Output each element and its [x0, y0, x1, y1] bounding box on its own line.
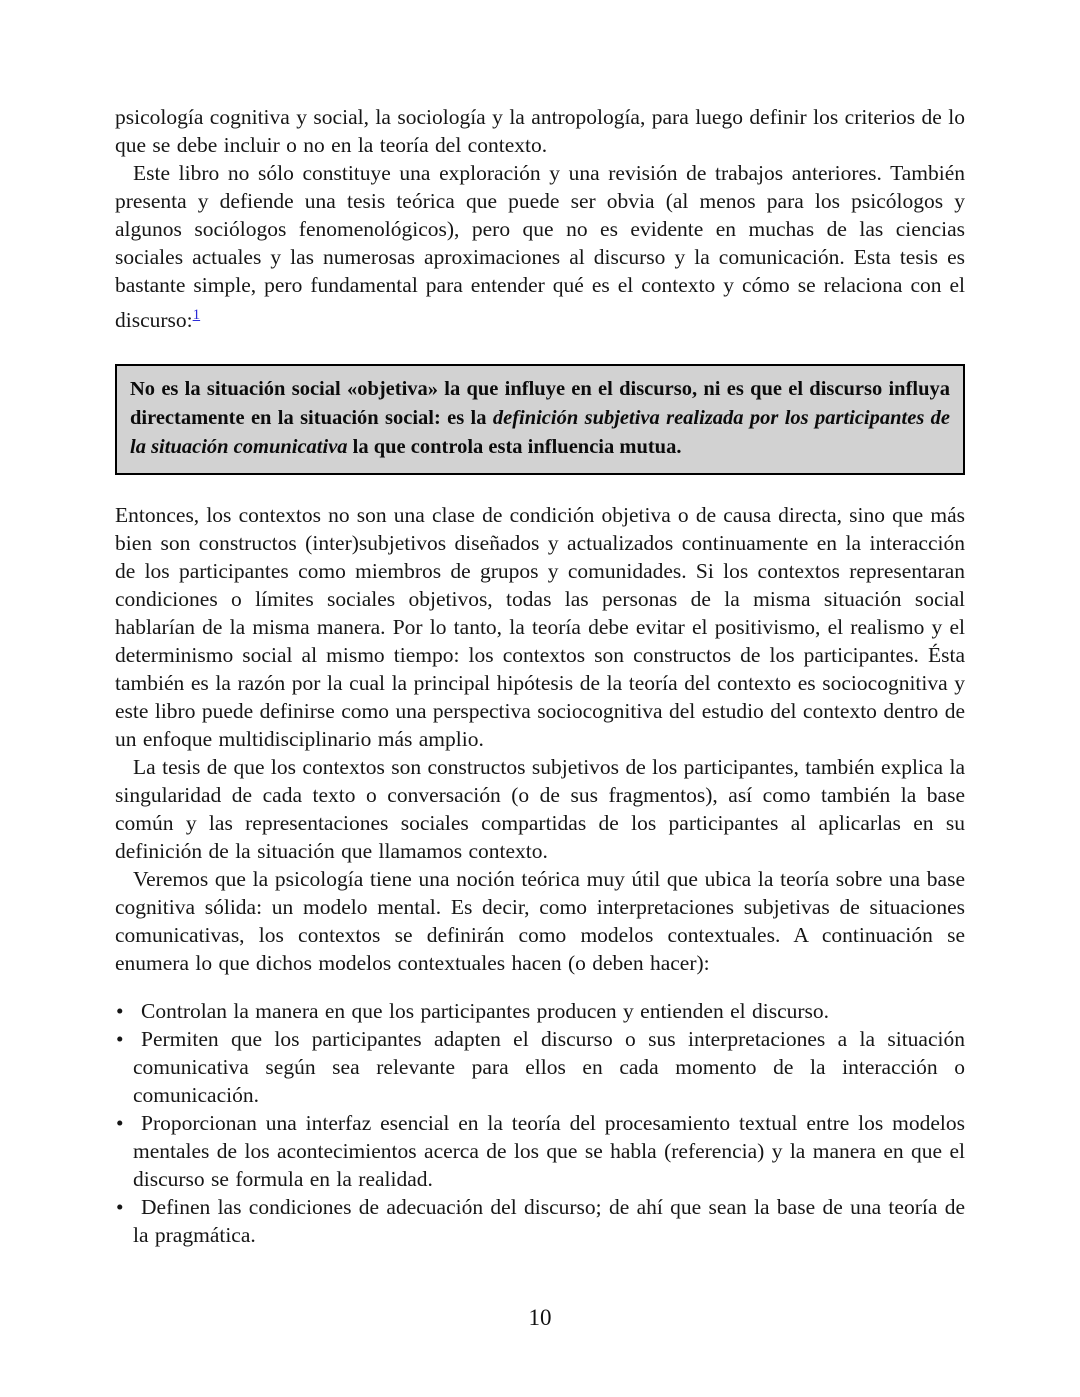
- list-item: [115, 1025, 965, 1109]
- footnote-link-1[interactable]: 1: [192, 307, 201, 323]
- bullet-icon: •: [116, 1111, 124, 1136]
- bullet-text: Definen las condiciones de adecuación del discurso; de ahí que sean la base de una teoría de la pragmática.: [133, 1195, 965, 1248]
- paragraph-contexts-constructs: Entonces, los contextos no son una clase de condición objetiva o de causa directa, sino que más bien son constructos (inter)subjetivos diseñados y actualizados continuamente en la interacción de los participantes como miembros de grupos y comunidades. Si los contextos representaran condiciones o límites sociales objetivos, todas las personas de la misma situación social hablarían de la misma manera. Por lo tanto, la teoría debe evitar el positivismo, el realismo y el determinismo social al mismo tiempo: los contextos son constructos de los participantes. Ésta también es la razón por la cual la principal hipótesis de la teoría del contexto es sociocognitiva y este libro puede definirse como una perspectiva sociocognitiva del estudio del contexto dentro de un enfoque multidisciplinario más amplio.: [115, 503, 965, 752]
- paragraph-thesis-intro-text: Este libro no sólo constituye una exploración y una revisión de trabajos anteriores. También presenta y defiende una tesis teórica que puede ser obvia (al menos para los psicólogos y algunos sociólogos fenomenológicos), pero que no es evidente en muchas de las ciencias sociales actuales y las numerosas aproximaciones al discurso y la comunicación. Esta tesis es bastante simple, pero fundamental para entender qué es el contexto y cómo se relaciona con el discurso:: [115, 161, 965, 333]
- bullet-text: Permiten que los participantes adapten el discurso o sus interpretaciones a la situación comunicativa según sea relevante para ellos en cada momento de la interacción o comunicación.: [133, 1027, 965, 1108]
- page-number: 10: [528, 1305, 552, 1330]
- bullet-text: Proporcionan una interfaz esencial en la teoría del procesamiento textual entre los modelos mentales de los acontecimientos acerca de los que se habla (referencia) y la manera en que el discurso se formula en la realidad.: [133, 1111, 965, 1192]
- quote-box-text-start: No es la situación social «objetiva» la que influye en el discurso, ni es que el discurso influya directamente en la situación social: es la: [130, 378, 950, 430]
- thesis-quote-box: [115, 364, 965, 475]
- bullet-text: Controlan la manera en que los participantes producen y entienden el discurso.: [141, 999, 830, 1024]
- list-item: [115, 1109, 965, 1193]
- paragraph-continuation: psicología cognitiva y social, la sociología y la antropología, para luego definir los criterios de lo que se debe incluir o no en la teoría del contexto.: [115, 105, 965, 157]
- paragraph-thesis-intro: [115, 159, 965, 334]
- paragraph-thesis-explains: La tesis de que los contextos son constructos subjetivos de los participantes, también explica la singularidad de cada texto o conversación (o de sus fragmentos), así como también la base común y las representaciones sociales compartidas de los participantes al aplicarlas en su definición de la situación que llamamos contexto.: [115, 755, 965, 864]
- list-item: [115, 997, 965, 1025]
- footnote-superscript: [193, 303, 201, 323]
- bullet-icon: •: [116, 999, 124, 1024]
- paragraph-mental-models: Veremos que la psicología tiene una noción teórica muy útil que ubica la teoría sobre una base cognitiva sólida: un modelo mental. Es decir, como interpretaciones subjetivas de situaciones comunicativas, los contextos se definirán como modelos contextuales. A continuación se enumera lo que dichos modelos contextuales hacen (o deben hacer):: [115, 867, 965, 976]
- quote-box-text-italic: definición subjetiva realizada por los participantes de la situación comunicativa: [130, 407, 950, 459]
- bullet-icon: •: [116, 1195, 124, 1220]
- context-models-list: [115, 997, 965, 1249]
- bullet-icon: •: [116, 1027, 124, 1052]
- quote-box-text-end: la que controla esta influencia mutua.: [347, 436, 682, 459]
- text-block: [115, 103, 965, 1249]
- list-item: [115, 1193, 965, 1249]
